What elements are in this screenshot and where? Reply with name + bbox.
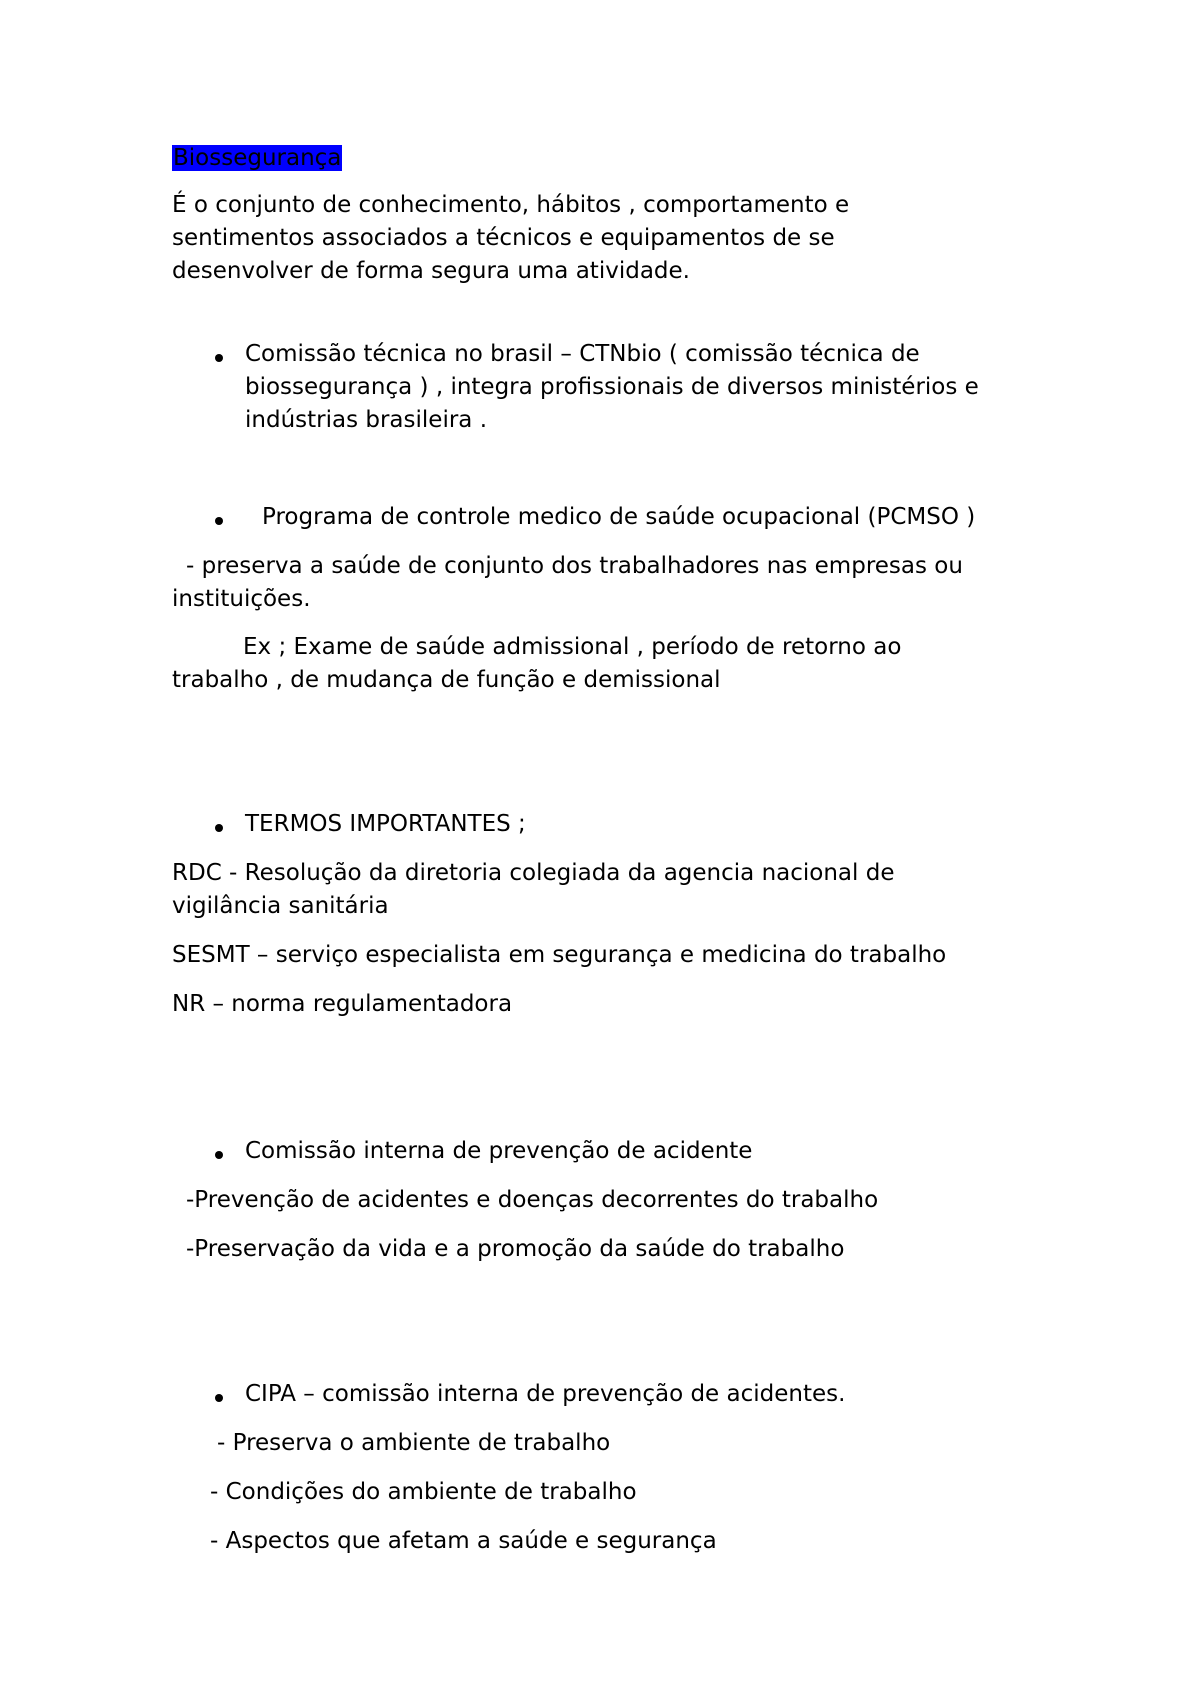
- cipa-item: - Preserva o ambiente de trabalho: [217, 1430, 611, 1456]
- definition-line-2: sentimentos associados a técnicos e equipamentos de se: [172, 225, 835, 251]
- bullet-icon: [215, 1394, 223, 1402]
- bullet-icon: [215, 1151, 223, 1159]
- term-sesmt: SESMT – serviço especialista em segurança e medicina do trabalho: [172, 942, 947, 968]
- document-title: [172, 142, 342, 175]
- cipa-item: - Condições do ambiente de trabalho: [210, 1479, 637, 1505]
- definition-line-3: desenvolver de forma segura uma atividade.: [172, 258, 690, 284]
- pcmso-example-line-1: Ex ; Exame de saúde admissional , período de retorno ao: [243, 634, 902, 660]
- definition-line-1: É o conjunto de conhecimento, hábitos , comportamento e: [172, 192, 850, 218]
- cipa-bullet: CIPA – comissão interna de prevenção de acidentes.: [245, 1381, 846, 1407]
- term-rdc-line-1: RDC - Resolução da diretoria colegiada da agencia nacional de: [172, 860, 895, 886]
- ctnbio-line-3: indústrias brasileira .: [245, 407, 488, 433]
- commission-item: -Preservação da vida e a promoção da saúde do trabalho: [186, 1236, 845, 1262]
- ctnbio-line-2: biossegurança ) , integra profissionais de diversos ministérios e: [245, 374, 979, 400]
- term-nr: NR – norma regulamentadora: [172, 991, 513, 1017]
- terms-bullet: TERMOS IMPORTANTES ;: [245, 811, 526, 837]
- term-rdc-line-2: vigilância sanitária: [172, 893, 389, 919]
- pcmso-example-line-2: trabalho , de mudança de função e demissional: [172, 667, 721, 693]
- pcmso-desc-line-1: - preserva a saúde de conjunto dos trabalhadores nas empresas ou: [186, 553, 963, 579]
- bullet-icon: [215, 517, 223, 525]
- pcmso-bullet: Programa de controle medico de saúde ocupacional (PCMSO ): [262, 504, 976, 530]
- pcmso-desc-line-2: instituições.: [172, 586, 311, 612]
- ctnbio-line-1: Comissão técnica no brasil – CTNbio ( comissão técnica de: [245, 341, 920, 367]
- bullet-icon: [215, 354, 223, 362]
- commission-bullet: Comissão interna de prevenção de acidente: [245, 1138, 753, 1164]
- bullet-icon: [215, 824, 223, 832]
- title-highlight: Biossegurança: [173, 145, 342, 171]
- cipa-item: - Aspectos que afetam a saúde e segurança: [210, 1528, 717, 1554]
- commission-item: -Prevenção de acidentes e doenças decorrentes do trabalho: [186, 1187, 879, 1213]
